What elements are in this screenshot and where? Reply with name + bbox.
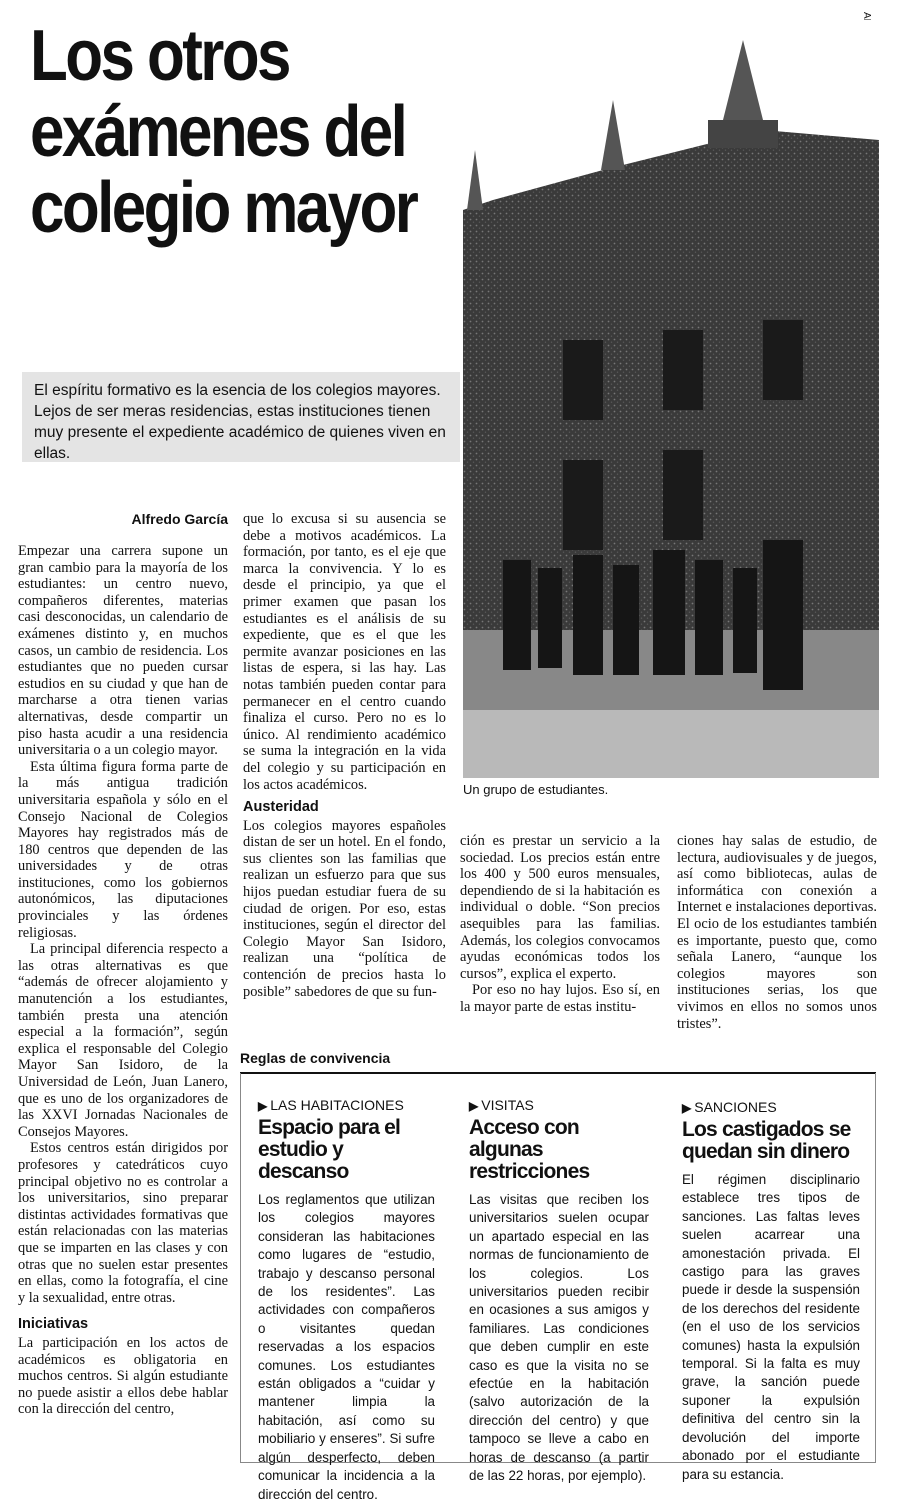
rule-text: El régimen disciplinario establece tres tipos de sanciones. Las faltas leves suelen acarrear una amonestación privada. El castigo para las graves puede ir desde la suspensión de los derechos del residente (en el uso de los servicios comunes) hasta la expulsión temporal. Si la falta es muy grave, la sanción puede suponer la expulsión definitiva del centro sin la devolución del importe abonado por el estudiante para su estancia. [682,1172,860,1482]
building-photo [463,20,879,778]
rule-text: Las visitas que reciben los universitarios suelen ocupar un apartado especial en las normas de funcionamiento de los colegios. Los universitarios pueden recibir en ocasiones a sus amigos y familiares. Las condiciones que deben cumplir en este caso es que la visita no se efectúe en la habitación (salvo autorización de la dirección del centro) y que tampoco se lleve a cabo en horas de descanso (a partir de las 22 horas, por ejemplo). [469,1192,649,1484]
paragraph: Por eso no hay lujos. Eso sí, en la mayor parte de estas institu- [460,982,660,1015]
paragraph: Empezar una carrera supone un gran cambio para la mayoría de los estudiantes: un centro nuevo, compañeros diferentes, materias casi desconocidas, un calendario de exámenes distinto y, en muchos casos, un cambio de residencia. Los estudiantes que no pueden cursar estudios en su ciudad y que han de marcharse a otra tienen varias alternativas, desde compartir un piso hasta acudir a una residencia universitaria o a un colegio mayor. [18,543,228,759]
paragraph: ción es prestar un servicio a la sociedad. Los precios están entre los 400 y 500 euros mensuales, dependiendo de si la habitación es individual o doble. “Son precios asequibles para las familias. Además, los colegios convocamos ayudas económicas todos los cursos”, explica el experto. [460,833,660,982]
rule-heading: Los castigados se quedan sin dinero [682,1118,851,1163]
kicker [469,1097,649,1113]
byline: Alfredo García [131,511,228,527]
article-column-3 [460,833,660,1016]
paragraph: La participación en los actos de académicos es obligatoria en muchos centros. Si algún estudiante no puede asistir a ellos debe hablar con la dirección del centro, [18,1334,228,1418]
paragraph: que lo excusa si su ausencia se debe a motivos académicos. La formación, por tanto, es el eje que marca la convivencia. Y lo es desde el principio, ya que el primer examen que pasan los estudiantes es el análisis de su expediente, que es el que les permite avanzar posiciones en las listas de espera, si las hay. Las notas también pueden contar para permanecer en el centro cuando finaliza el curso. Pero no es lo único. Al rendimiento académico se suma la integración en la vida del colegio y su participación en los actos académicos. [243,511,446,793]
rule-column-sanciones [682,1099,860,1484]
paragraph: Los colegios mayores españoles distan de ser un hotel. En el fondo, sus clientes son las familias que realizan un esfuerzo para que sus hijos puedan estudiar fuera de su ciudad de origen. Por eso, estas instituciones, según el director del Colegio Mayor San Isidoro, realizan una “política de contención de precios hasta lo posible” sabedores de que su fun- [243,817,446,1000]
sidebar-box-title [240,1050,876,1074]
kicker-text: VISITAS [481,1097,534,1113]
paragraph: Esta última figura forma parte de la más antigua tradición universitaria española y sólo en el Consejo Nacional de Colegios Mayores hay registrados más de 180 centros que dependen de las universidades y de otras instituciones, como los gobiernos autonómicos, las diputaciones provinciales y las órdenes religiosas. [18,758,228,941]
sidebar-box-title-text: Reglas de convivencia [240,1050,396,1066]
kicker [258,1097,435,1113]
triangle-icon: ▶ [258,1099,268,1113]
headline-line-3: colegio mayor [30,168,417,248]
rule-column-visitas [469,1097,649,1486]
photo-caption: Un grupo de estudiantes. [463,782,609,797]
headline [30,16,417,248]
triangle-icon: ▶ [682,1101,692,1115]
rule-heading: Acceso con algunas restricciones [469,1116,590,1183]
headline-line-2: exámenes del [30,92,406,172]
lede: El espíritu formativo es la esencia de los colegios mayores. Lejos de ser meras residencias, estas instituciones tienen muy presente el expediente académico de quienes viven en ellas. [22,372,460,462]
headline-line-1: Los otros [30,16,289,96]
triangle-icon: ▶ [469,1099,479,1113]
rule-text: Los reglamentos que utilizan los colegios mayores consideran las habitaciones como lugares de “estudio, trabajo y descanso personal de los residentes”. Las actividades con compañeros o visitantes quedan reservadas a los espacios comunes. Los estudiantes están obligados a “cuidar y mantener limpia la habitación, así como su mobiliario y enseres”. Si sufre algún desperfecto, deben comunicar la incidencia a la dirección del centro. [258,1192,435,1502]
kicker [682,1099,860,1115]
rule-heading: Espacio para el estudio y descanso [258,1116,401,1183]
article-column-2 [243,511,446,1000]
paragraph: Estos centros están dirigidos por profesores y catedráticos cuyo principal objetivo no es controlar a los universitarios, sino preparar distintas actividades formativas que están relacionadas con las materias que se imparten en las clases y con otras que no suelen estar presentes en ellas, como la fotografía, el cine y la sexualidad, entre otras. [18,1140,228,1306]
article-column-4 [677,833,877,1032]
rule-column-habitaciones [258,1097,435,1504]
paragraph: ciones hay salas de estudio, de lectura, audiovisuales y de juegos, así como bibliotecas, aulas de informática con conexión a Internet e instalaciones deportivas. El ocio de los estudiantes también es importante, puesto que, como señala Lanero, “aunque los colegios mayores son instituciones serias, los que vivimos en ellos no somos unos tristes”. [677,833,877,1032]
paragraph: La principal diferencia respecto a las otras alternativas es que “además de ofrecer alojamiento y manutención a los estudiantes, también presta una atención especial a la formación”, según explica el responsable del Colegio Mayor San Isidoro, de la Universidad de León, Juan Lanero, que es uno de los organizadores de las XXVI Jornadas Nacionales de Consejos Mayores. [18,941,228,1140]
kicker-text: SANCIONES [694,1099,777,1115]
article-column-1 [18,543,228,1418]
building-photo-illustration [463,20,879,778]
subhead-austeridad: Austeridad [243,799,319,816]
kicker-text: LAS HABITACIONES [270,1097,404,1113]
subhead-iniciativas: Iniciativas [18,1316,89,1333]
